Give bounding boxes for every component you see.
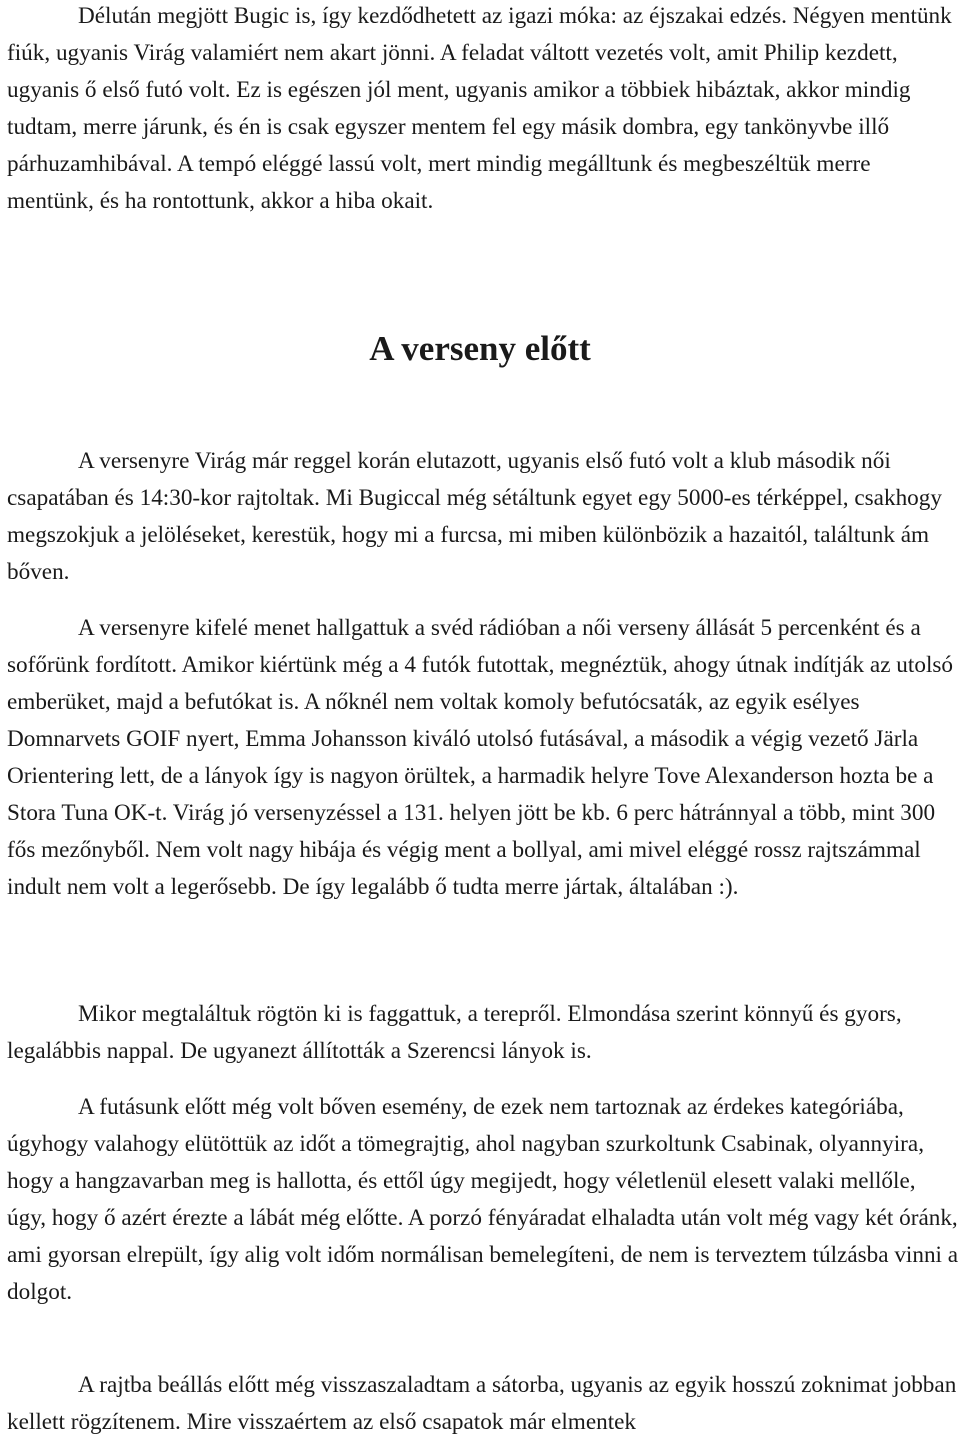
section-heading: A verseny előtt	[369, 329, 591, 368]
paragraph-terrain: Mikor megtaláltuk rögtön ki is faggattuk, a terepről. Elmondása szerint könnyű és gyors, legalábbis nappal. De ugyanezt állították a Szerencsi lányok is.	[7, 1001, 902, 1064]
paragraph-start-prep: A rajtba beállás előtt még visszaszaladtam a sátorba, ugyanis az egyik hosszú zoknimat jobban kellett rögzítenem. Mire visszaértem az első csapatok már elmentek	[7, 1372, 957, 1435]
paragraph-night-training: Délután megjött Bugic is, így kezdődhetett az igazi móka: az éjszakai edzés. Négyen mentünk fiúk, ugyanis Virág valamiért nem akart jönni. A feladat váltott vezetés volt, amit Philip kezdett, ugyanis ő első futó volt. Ez is egészen jól ment, ugyanis amikor a többiek hibáztak, akkor mindig tudtam, merre járunk, és én is csak egyszer mentem fel egy másik dombra, egy tankönyvbe illő párhuzamhibával. A tempó eléggé lassú volt, mert mindig megálltunk és megbeszéltük merre mentünk, és ha rontottunk, akkor a hiba okait.	[7, 3, 952, 214]
paragraph-before-race: A versenyre Virág már reggel korán elutazott, ugyanis első futó volt a klub második női csapatában és 14:30-kor rajtoltak. Mi Bugiccal még sétáltunk egyet egy 5000-es térképpel, csakhogy megszokjuk a jelöléseket, kerestük, hogy mi a furcsa, mi miben különbözik a hazaitól, találtunk ám bőven.	[7, 448, 942, 585]
paragraph-mass-start: A futásunk előtt még volt bőven esemény, de ezek nem tartoznak az érdekes kategóriába, úgyhogy valahogy elütöttük az időt a tömegrajtig, ahol nagyban szurkoltunk Csabinak, olyannyira, hogy a hangzavarban meg is hallotta, és ettől úgy megijedt, hogy véletlenül elesett valaki mellőle, úgy, hogy ő azért érezte a lábát még előtte. A porzó fényáradat elhaladta után volt még vagy két óránk, ami gyorsan elrepült, így alig volt időm normálisan bemelegíteni, de nem is terveztem túlzásba vinni a dolgot.	[7, 1094, 959, 1305]
paragraph-radio-results: A versenyre kifelé menet hallgattuk a svéd rádióban a női verseny állását 5 percenként és a sofőrünk fordított. Amikor kiértünk még a 4 futók futottak, megnéztük, ahogy útnak indítják az utolsó emberüket, majd a befutókat is. A nőknél nem voltak komoly befutócsaták, az egyik esélyes Domnarvets GOIF nyert, Emma Johansson kiváló utolsó futásával, a második a végig vezető Järla Orientering lett, de a lányok így is nagyon örültek, a harmadik helyre Tove Alexanderson hozta be a Stora Tuna OK-t. Virág jó versenyzéssel a 131. helyen jött be kb. 6 perc hátránnyal a több, mint 300 fős mezőnyből. Nem volt nagy hibája és végig ment a bollyal, ami mivel eléggé rossz rajtszámmal indult nem volt a legerősebb. De így legalább ő tudta merre jártak, általában :).	[7, 615, 953, 900]
